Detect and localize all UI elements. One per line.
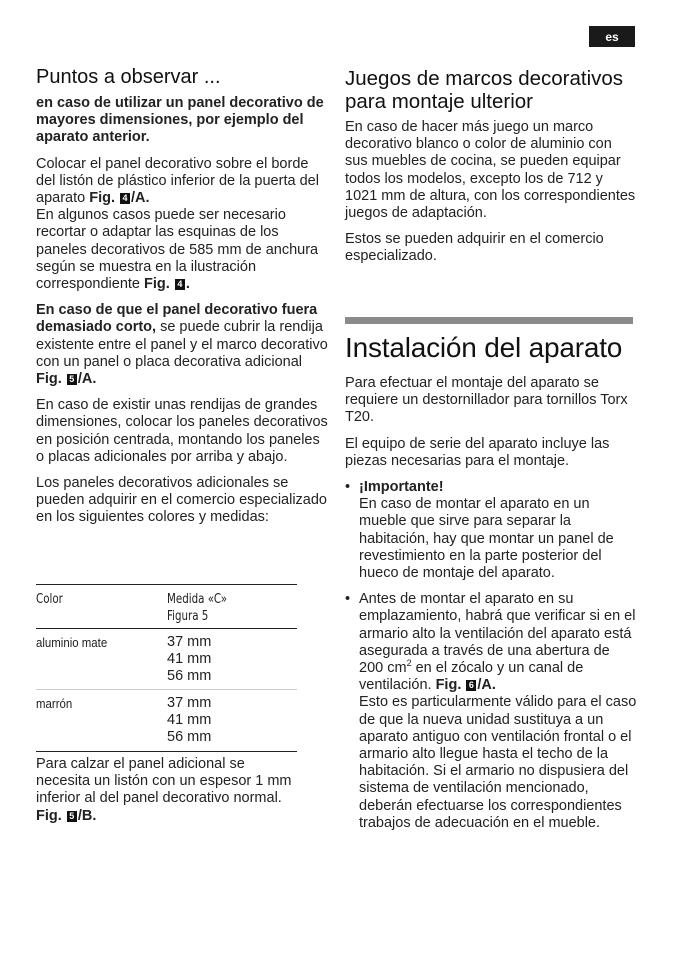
list-item <box>345 591 637 832</box>
fig-reference-label: Fig. <box>36 371 62 388</box>
table-cell-size: 37 mm <box>167 634 212 650</box>
paragraph-adicionales: Los paneles decorativos adicionales se pueden adquirir en el comercio especializado en los siguientes colores y medidas: <box>36 475 327 526</box>
table-row <box>36 629 297 690</box>
fig-reference-suffix: /A. <box>131 190 150 207</box>
right-column <box>345 67 637 266</box>
section-title-juegos: Juegos de marcos decorativos para montaje ulterior <box>345 67 624 113</box>
dimensions-table <box>36 584 297 752</box>
paragraph-comercio: Estos se pueden adquirir en el comercio especializado. <box>345 231 604 265</box>
bold-lead: En caso de que el panel decorativo fuera demasiado corto, <box>36 302 318 336</box>
figure-number-badge: 5 <box>67 374 77 385</box>
bullet-marker: • <box>345 591 351 608</box>
fig-reference-label: Fig. <box>36 807 62 824</box>
text-fragment: se puede cubrir la rendija existente entre el panel y el marco decorativo con un panel o placa decorativa adicional <box>36 319 328 370</box>
figure-number-badge: 6 <box>466 680 476 691</box>
table-cell-color: aluminio mate <box>36 635 108 650</box>
table-cell-size: 41 mm <box>167 712 212 728</box>
paragraph-equipo-serie: El equipo de serie del aparato incluye las piezas necesarias para el montaje. <box>345 435 610 469</box>
table-header-row <box>36 585 297 629</box>
paragraph-marco-decorativo: En caso de hacer más juego un marco decorativo blanco o color de aluminio con sus muebles de cocina, se pueden equipar todos los modelos, excepto los de 712 y 1021 mm de altura, con los correspondientes juegos de adaptación. <box>345 119 636 222</box>
text-fragment: en el zócalo y un canal de ventilación. <box>359 660 584 694</box>
list-item <box>345 479 637 582</box>
fig-reference-label: Fig. <box>144 276 170 293</box>
paragraph-colocar <box>36 156 328 294</box>
table-cell-size: 37 mm <box>167 695 212 711</box>
table-row <box>36 690 297 752</box>
bullet-ventilacion <box>359 591 637 832</box>
table-cell-size: 56 mm <box>167 729 212 745</box>
text-fragment: En algunos casos puede ser necesario recortar o adaptar las esquinas de los paneles decorativos de 585 mm de anchura según se muestra en la ilustración correspondiente <box>36 207 319 293</box>
text-fragment: Colocar el panel decorativo sobre el borde del listón de plástico inferior de la puerta del aparato <box>36 155 319 207</box>
text-fragment: Para calzar el panel adicional se necesita un listón con un espesor 1 mm inferior al del panel decorativo normal. <box>36 756 292 807</box>
left-column-footer <box>36 756 298 825</box>
fig-reference-label: Fig. <box>435 677 462 694</box>
section-title-instalacion: Instalación del aparato <box>345 332 623 363</box>
fig-reference-suffix: /B. <box>77 807 97 824</box>
table-cell-size: 56 mm <box>167 668 212 684</box>
paragraph-rendijas: En caso de existir unas rendijas de grandes dimensiones, colocar los paneles decorativos en posición centrada, montando los paneles o placas adicionales por arriba y abajo. <box>36 397 328 465</box>
section-divider-bar <box>345 317 633 324</box>
intro-bold-paragraph: en caso de utilizar un panel decorativo de mayores dimensiones, por ejemplo del aparato anterior. <box>36 95 324 146</box>
table-header-color: Color <box>36 592 63 607</box>
left-column <box>36 66 328 527</box>
fig-reference-suffix: /A. <box>77 371 97 388</box>
fig-reference-suffix: . <box>185 276 190 293</box>
table-cell-color: marrón <box>36 696 73 711</box>
figure-number-badge: 5 <box>67 811 77 822</box>
text-fragment: En caso de montar el aparato en un mueble que sirve para separar la habitación, hay que montar un panel de revestimiento en la parte posterior del hueco de montaje del aparato. <box>359 496 614 582</box>
table-header-figura: Figura 5 <box>167 609 209 624</box>
superscript: 2 <box>406 658 412 669</box>
figure-number-badge: 4 <box>120 193 130 204</box>
installation-section <box>345 317 637 832</box>
fig-reference-label: Fig. <box>89 190 115 207</box>
section-title-puntos: Puntos a observar ... <box>36 66 221 88</box>
table-header-medida: Medida «C» <box>167 592 228 607</box>
fig-reference-suffix: /A. <box>477 677 496 694</box>
language-badge: es <box>589 26 635 47</box>
bullet-marker: • <box>345 479 351 496</box>
text-fragment: Esto es particularmente válido para el caso de que la nueva unidad sustituya a un aparato antiguo con ventilación frontal o el armario alto llegue hasta el techo de la habitación. Si el armario no dispusiera del sistema de ventilación mencionado, deberán efectuarse los correspondientes trabajos de adecuación en el mueble. <box>359 694 637 831</box>
text-fragment: Antes de montar el aparato en su emplazamiento, habrá que verificar si en el armario alto la ventilación del aparato está asegurada a través de una abertura de 200 cm <box>359 591 636 677</box>
bullet-importante <box>359 479 637 582</box>
figure-number-badge: 4 <box>175 279 185 290</box>
bold-lead: ¡Importante! <box>359 479 444 496</box>
table-cell-size: 41 mm <box>167 651 212 667</box>
paragraph-demasiado-corto <box>36 302 328 388</box>
paragraph-liston <box>36 756 298 825</box>
paragraph-destornillador: Para efectuar el montaje del aparato se requiere un destornillador para tornillos Torx T20. <box>345 375 628 426</box>
